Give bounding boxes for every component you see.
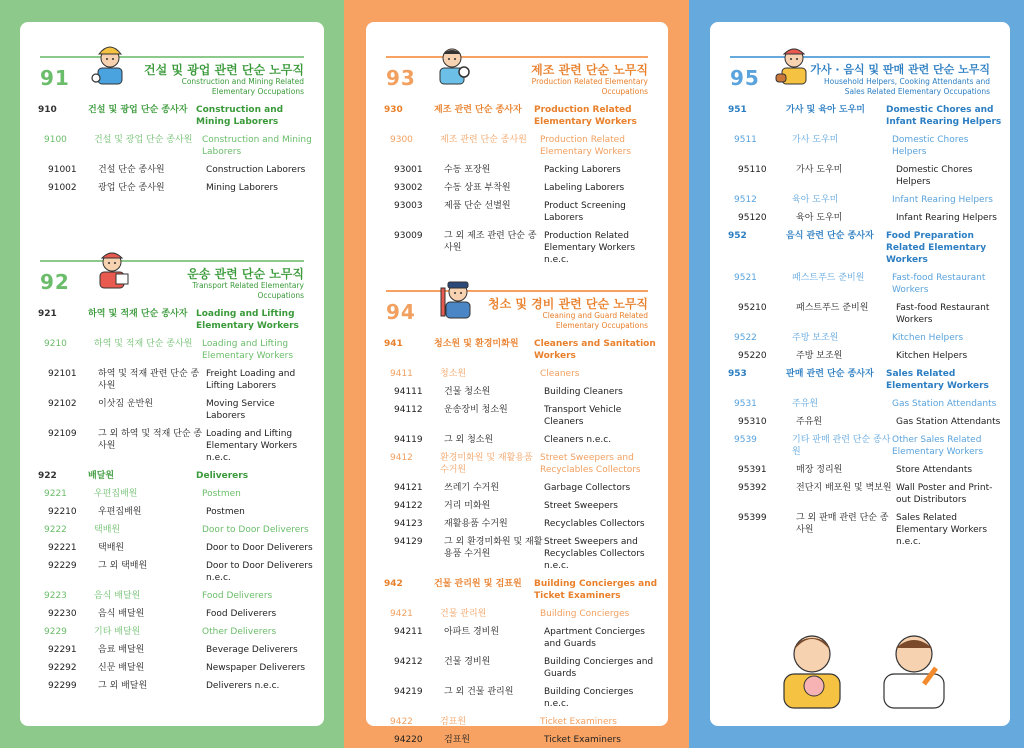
- row-code: 92102: [48, 399, 77, 409]
- row-en: Moving Service Laborers: [206, 399, 275, 421]
- rows-92: [20, 308, 324, 692]
- row-en: Construction Laborers: [206, 165, 306, 175]
- row-en: Postmen: [206, 507, 245, 517]
- table-row: [20, 590, 324, 602]
- row-ko: 청소원 및 환경미화원: [434, 339, 519, 349]
- table-row: [366, 368, 668, 380]
- row-code: 9412: [390, 453, 413, 463]
- table-row: [20, 644, 324, 656]
- section-subtitle: Household Helpers, Cooking Attendants and Sales Related Elementary Occupations: [824, 77, 990, 96]
- row-code: 922: [38, 471, 57, 481]
- row-code: 9511: [734, 135, 757, 145]
- row-ko: 음식 관련 단순 종사자: [786, 231, 874, 241]
- row-code: 9422: [390, 717, 413, 727]
- row-code: 9521: [734, 273, 757, 283]
- row-en: Construction and Mining Laborers: [196, 105, 284, 127]
- table-row: [710, 302, 1010, 326]
- table-row: [366, 626, 668, 650]
- row-en: Food Deliverers: [206, 609, 277, 619]
- section-number: 92: [40, 270, 70, 294]
- row-ko: 가사 도우미: [792, 135, 839, 145]
- row-code: 91002: [48, 183, 77, 193]
- table-row: [20, 338, 324, 362]
- cook-icon: [774, 40, 814, 84]
- row-ko: 육아 도우미: [796, 213, 843, 223]
- table-row: [710, 464, 1010, 476]
- table-row: [366, 452, 668, 476]
- table-row: [20, 608, 324, 620]
- rows-91: [20, 104, 324, 194]
- helpers-illustration-icon: [780, 628, 950, 708]
- table-row: [20, 398, 324, 422]
- row-code: 92210: [48, 507, 77, 517]
- table-row: [20, 470, 324, 482]
- row-code: 93001: [394, 165, 423, 175]
- row-en: Cleaners and Sanitation Workers: [534, 339, 656, 361]
- row-ko: 그 외 하역 및 적재 단순 종사원: [98, 429, 203, 451]
- section-93: [366, 50, 668, 272]
- row-en: Production Related Elementary Workers n.e.c.: [544, 231, 636, 265]
- section-title: 건설 및 광업 관련 단순 노무직: [144, 63, 304, 77]
- row-en: Loading and Lifting Elementary Workers n.e.c.: [206, 429, 298, 463]
- row-ko: 우편집배원: [98, 507, 142, 517]
- row-en: Deliverers: [196, 471, 249, 481]
- row-en: Sales Related Elementary Workers n.e.c.: [896, 513, 988, 547]
- row-code: 921: [38, 309, 57, 319]
- section-number: 95: [730, 66, 760, 90]
- table-row: [710, 512, 1010, 548]
- row-ko: 수동 상표 부착원: [444, 183, 511, 193]
- row-code: 9229: [44, 627, 67, 637]
- row-en: Freight Loading and Lifting Laborers: [206, 369, 296, 391]
- section-number: 93: [386, 66, 416, 90]
- row-en: Sales Related Elementary Workers: [886, 369, 989, 391]
- row-en: Gas Station Attendants: [896, 417, 1001, 427]
- row-en: Other Sales Related Elementary Workers: [892, 435, 984, 457]
- row-ko: 건설 단순 종사원: [98, 165, 165, 175]
- row-ko: 매장 정리원: [796, 465, 843, 475]
- row-en: Door to Door Deliverers: [202, 525, 309, 535]
- row-ko: 기타 배달원: [94, 627, 141, 637]
- table-row: [366, 230, 668, 266]
- table-row: [710, 398, 1010, 410]
- row-code: 95110: [738, 165, 767, 175]
- construction-worker-icon: [90, 40, 130, 84]
- table-row: [710, 434, 1010, 458]
- delivery-worker-icon: [92, 244, 132, 288]
- row-en: Fast-food Restaurant Workers: [896, 303, 990, 325]
- row-en: Postmen: [202, 489, 241, 499]
- row-ko: 패스트푸드 준비원: [792, 273, 865, 283]
- table-row: [366, 434, 668, 446]
- row-code: 93002: [394, 183, 423, 193]
- row-code: 9221: [44, 489, 67, 499]
- row-ko: 운송장비 청소원: [444, 405, 508, 415]
- row-code: 95310: [738, 417, 767, 427]
- row-code: 94121: [394, 483, 423, 493]
- table-row: [366, 578, 668, 602]
- table-row: [710, 212, 1010, 224]
- row-ko: 전단지 배포원 및 벽보원: [796, 483, 892, 493]
- row-en: Street Sweepers and Recyclables Collectors n.e.c.: [544, 537, 645, 571]
- table-row: [366, 338, 668, 362]
- row-ko: 그 외 판매 관련 단순 종사원: [796, 513, 889, 535]
- row-ko: 그 외 택배원: [98, 561, 148, 571]
- row-code: 95210: [738, 303, 767, 313]
- table-row: [20, 134, 324, 158]
- row-en: Building Concierges and Ticket Examiners: [534, 579, 658, 601]
- row-code: 91001: [48, 165, 77, 175]
- table-row: [366, 536, 668, 572]
- row-code: 94112: [394, 405, 423, 415]
- table-row: [366, 200, 668, 224]
- row-ko: 주방 보조원: [792, 333, 839, 343]
- row-code: 95120: [738, 213, 767, 223]
- row-code: 941: [384, 339, 403, 349]
- section-94: [366, 284, 668, 752]
- row-en: Door to Door Deliverers: [206, 543, 313, 553]
- row-code: 94119: [394, 435, 423, 445]
- row-ko: 그 외 제조 관련 단순 종사원: [444, 231, 537, 253]
- row-en: Store Attendants: [896, 465, 973, 475]
- row-code: 9100: [44, 135, 67, 145]
- table-row: [366, 716, 668, 728]
- row-code: 951: [728, 105, 747, 115]
- table-row: [366, 386, 668, 398]
- row-en: Wall Poster and Print-out Distributors: [896, 483, 993, 505]
- row-en: Building Concierges n.e.c.: [544, 687, 634, 709]
- table-row: [366, 686, 668, 710]
- table-row: [710, 416, 1010, 428]
- row-en: Beverage Deliverers: [206, 645, 298, 655]
- row-code: 95220: [738, 351, 767, 361]
- row-en: Production Related Elementary Workers: [540, 135, 632, 157]
- card-orange: [366, 22, 668, 745]
- row-en: Production Related Elementary Workers: [534, 105, 637, 127]
- row-ko: 기타 판매 관련 단순 종사원: [792, 435, 891, 457]
- rows-93: [366, 104, 668, 266]
- row-ko: 하역 및 적재 관련 단순 종사원: [98, 369, 200, 391]
- row-en: Deliverers n.e.c.: [206, 681, 280, 691]
- row-en: Street Sweepers and Recyclables Collectors: [540, 453, 641, 475]
- row-code: 95392: [738, 483, 767, 493]
- row-en: Kitchen Helpers: [896, 351, 968, 361]
- table-row: [710, 272, 1010, 296]
- table-row: [20, 164, 324, 176]
- row-code: 95399: [738, 513, 767, 523]
- row-code: 9522: [734, 333, 757, 343]
- table-row: [20, 626, 324, 638]
- row-en: Labeling Laborers: [544, 183, 625, 193]
- rows-95: [710, 104, 1010, 548]
- row-en: Loading and Lifting Elementary Workers: [202, 339, 294, 361]
- row-ko: 검표원: [444, 735, 471, 745]
- row-ko: 주유원: [792, 399, 819, 409]
- row-ko: 광업 단순 종사원: [98, 183, 165, 193]
- row-ko: 건물 청소원: [444, 387, 491, 397]
- row-en: Domestic Chores Helpers: [896, 165, 973, 187]
- row-ko: 택배원: [98, 543, 125, 553]
- row-code: 9512: [734, 195, 757, 205]
- card-blue: [710, 22, 1010, 726]
- table-row: [710, 134, 1010, 158]
- row-en: Building Cleaners: [544, 387, 623, 397]
- table-row: [366, 134, 668, 158]
- row-ko: 거리 미화원: [444, 501, 491, 511]
- row-en: Apartment Concierges and Guards: [544, 627, 645, 649]
- row-ko: 건설 및 광업 단순 종사자: [88, 105, 188, 115]
- section-subtitle: Production Related Elementary Occupations: [531, 77, 648, 96]
- row-ko: 우편집배원: [94, 489, 138, 499]
- row-ko: 육아 도우미: [792, 195, 839, 205]
- table-row: [366, 608, 668, 620]
- row-ko: 음료 배달원: [98, 645, 145, 655]
- row-code: 93003: [394, 201, 423, 211]
- section-91: [20, 50, 324, 200]
- row-ko: 패스트푸드 준비원: [796, 303, 869, 313]
- table-row: [366, 182, 668, 194]
- row-code: 92291: [48, 645, 77, 655]
- row-code: 92109: [48, 429, 77, 439]
- row-en: Door to Door Deliverers n.e.c.: [206, 561, 313, 583]
- table-row: [20, 182, 324, 194]
- row-code: 94212: [394, 657, 423, 667]
- row-code: 942: [384, 579, 403, 589]
- row-code: 92292: [48, 663, 77, 673]
- row-ko: 주방 보조원: [796, 351, 843, 361]
- row-code: 9531: [734, 399, 757, 409]
- row-en: Food Deliverers: [202, 591, 273, 601]
- row-ko: 아파트 경비원: [444, 627, 500, 637]
- table-row: [20, 104, 324, 128]
- row-en: Transport Vehicle Cleaners: [544, 405, 622, 427]
- row-en: Fast-food Restaurant Workers: [892, 273, 986, 295]
- row-ko: 제품 단순 선별원: [444, 201, 511, 211]
- row-ko: 검표원: [440, 717, 467, 727]
- row-ko: 건설 및 광업 단순 종사원: [94, 135, 193, 145]
- row-code: 94122: [394, 501, 423, 511]
- row-en: Cleaners n.e.c.: [544, 435, 612, 445]
- row-en: Packing Laborers: [544, 165, 621, 175]
- table-row: [366, 482, 668, 494]
- table-row: [20, 368, 324, 392]
- row-en: Ticket Examiners: [540, 717, 617, 727]
- rows-94: [366, 338, 668, 746]
- table-row: [20, 560, 324, 584]
- row-ko: 가사 및 육아 도우미: [786, 105, 865, 115]
- row-en: Other Deliverers: [202, 627, 277, 637]
- row-ko: 건물 관리원: [440, 609, 487, 619]
- row-code: 92299: [48, 681, 77, 691]
- table-row: [366, 104, 668, 128]
- section-subtitle: Transport Related Elementary Occupations: [192, 281, 304, 300]
- guard-icon: [438, 274, 478, 318]
- row-en: Kitchen Helpers: [892, 333, 964, 343]
- table-row: [710, 368, 1010, 392]
- row-ko: 음식 배달원: [98, 609, 145, 619]
- table-row: [366, 500, 668, 512]
- section-95: [710, 50, 1010, 554]
- table-row: [710, 194, 1010, 206]
- row-en: Cleaners: [540, 369, 580, 379]
- row-ko: 건물 관리원 및 검표원: [434, 579, 522, 589]
- row-code: 953: [728, 369, 747, 379]
- row-en: Newspaper Deliverers: [206, 663, 306, 673]
- row-code: 94111: [394, 387, 423, 397]
- row-code: 92230: [48, 609, 77, 619]
- section-number: 91: [40, 66, 70, 90]
- row-code: 9223: [44, 591, 67, 601]
- row-en: Loading and Lifting Elementary Workers: [196, 309, 299, 331]
- table-row: [20, 542, 324, 554]
- row-code: 93009: [394, 231, 423, 241]
- row-ko: 재활용품 수거원: [444, 519, 508, 529]
- row-ko: 하역 및 적재 단순 종사자: [88, 309, 188, 319]
- row-ko: 수동 포장원: [444, 165, 491, 175]
- row-code: 94211: [394, 627, 423, 637]
- table-row: [710, 482, 1010, 506]
- table-row: [366, 404, 668, 428]
- row-ko: 택배원: [94, 525, 121, 535]
- section-92: [20, 254, 324, 698]
- section-title: 제조 관련 단순 노무직: [531, 63, 648, 77]
- row-ko: 신문 배달원: [98, 663, 145, 673]
- row-en: Building Concierges and Guards: [544, 657, 654, 679]
- section-subtitle: Cleaning and Guard Related Elementary Occupations: [542, 311, 648, 330]
- section-number: 94: [386, 300, 416, 324]
- row-code: 94123: [394, 519, 423, 529]
- table-row: [366, 518, 668, 530]
- row-en: Building Concierges: [540, 609, 630, 619]
- row-ko: 음식 배달원: [94, 591, 141, 601]
- row-ko: 가사 도우미: [796, 165, 843, 175]
- row-code: 95391: [738, 465, 767, 475]
- row-ko: 그 외 배달원: [98, 681, 148, 691]
- card-green: [20, 22, 324, 726]
- table-row: [20, 488, 324, 500]
- section-title: 운송 관련 단순 노무직: [187, 267, 304, 281]
- row-code: 94220: [394, 735, 423, 745]
- row-ko: 배달원: [88, 471, 115, 481]
- row-code: 92101: [48, 369, 77, 379]
- section-subtitle: Construction and Mining Related Elementary Occupations: [181, 77, 304, 96]
- row-code: 9539: [734, 435, 757, 445]
- row-code: 92229: [48, 561, 77, 571]
- row-en: Street Sweepers: [544, 501, 618, 511]
- row-code: 9222: [44, 525, 67, 535]
- section-title: 가사 · 음식 및 판매 관련 단순 노무직: [810, 63, 990, 76]
- table-row: [20, 428, 324, 464]
- table-row: [710, 104, 1010, 128]
- row-en: Domestic Chores Helpers: [892, 135, 969, 157]
- row-en: Infant Rearing Helpers: [896, 213, 997, 223]
- table-row: [710, 164, 1010, 188]
- row-ko: 제조 관련 단순 종사원: [440, 135, 527, 145]
- row-ko: 주유원: [796, 417, 823, 427]
- row-en: Mining Laborers: [206, 183, 278, 193]
- row-code: 9421: [390, 609, 413, 619]
- row-ko: 하역 및 적재 단순 종사원: [94, 339, 193, 349]
- section-title: 청소 및 경비 관련 단순 노무직: [488, 297, 648, 311]
- row-en: Infant Rearing Helpers: [892, 195, 993, 205]
- inspector-icon: [432, 40, 472, 84]
- row-ko: 청소원: [440, 369, 467, 379]
- row-en: Recyclables Collectors: [544, 519, 645, 529]
- table-row: [366, 164, 668, 176]
- row-code: 952: [728, 231, 747, 241]
- row-code: 9411: [390, 369, 413, 379]
- row-ko: 환경미화원 및 재활용품 수거원: [440, 453, 533, 475]
- row-ko: 그 외 건물 관리원: [444, 687, 514, 697]
- table-row: [366, 656, 668, 680]
- row-code: 94129: [394, 537, 423, 547]
- row-code: 92221: [48, 543, 77, 553]
- row-code: 9210: [44, 339, 67, 349]
- row-ko: 이삿짐 운반원: [98, 399, 154, 409]
- row-en: Domestic Chores and Infant Rearing Helpers: [886, 105, 1002, 127]
- table-row: [710, 332, 1010, 344]
- row-code: 930: [384, 105, 403, 115]
- row-ko: 제조 관련 단순 종사자: [434, 105, 522, 115]
- row-en: Garbage Collectors: [544, 483, 631, 493]
- table-row: [710, 350, 1010, 362]
- row-en: Ticket Examiners: [544, 735, 621, 745]
- row-ko: 판매 관련 단순 종사자: [786, 369, 874, 379]
- table-row: [20, 308, 324, 332]
- table-row: [20, 524, 324, 536]
- row-en: Food Preparation Related Elementary Workers: [886, 231, 987, 265]
- row-code: 910: [38, 105, 57, 115]
- table-row: [20, 680, 324, 692]
- table-row: [20, 506, 324, 518]
- row-code: 94219: [394, 687, 423, 697]
- row-en: Product Screening Laborers: [544, 201, 626, 223]
- table-row: [366, 734, 668, 746]
- row-ko: 건물 경비원: [444, 657, 491, 667]
- row-en: Construction and Mining Laborers: [202, 135, 312, 157]
- row-en: Gas Station Attendants: [892, 399, 997, 409]
- row-code: 9300: [390, 135, 413, 145]
- row-ko: 쓰레기 수거원: [444, 483, 500, 493]
- table-row: [20, 662, 324, 674]
- row-ko: 그 외 청소원: [444, 435, 494, 445]
- row-ko: 그 외 환경미화원 및 재활용품 수거원: [444, 537, 543, 559]
- table-row: [710, 230, 1010, 266]
